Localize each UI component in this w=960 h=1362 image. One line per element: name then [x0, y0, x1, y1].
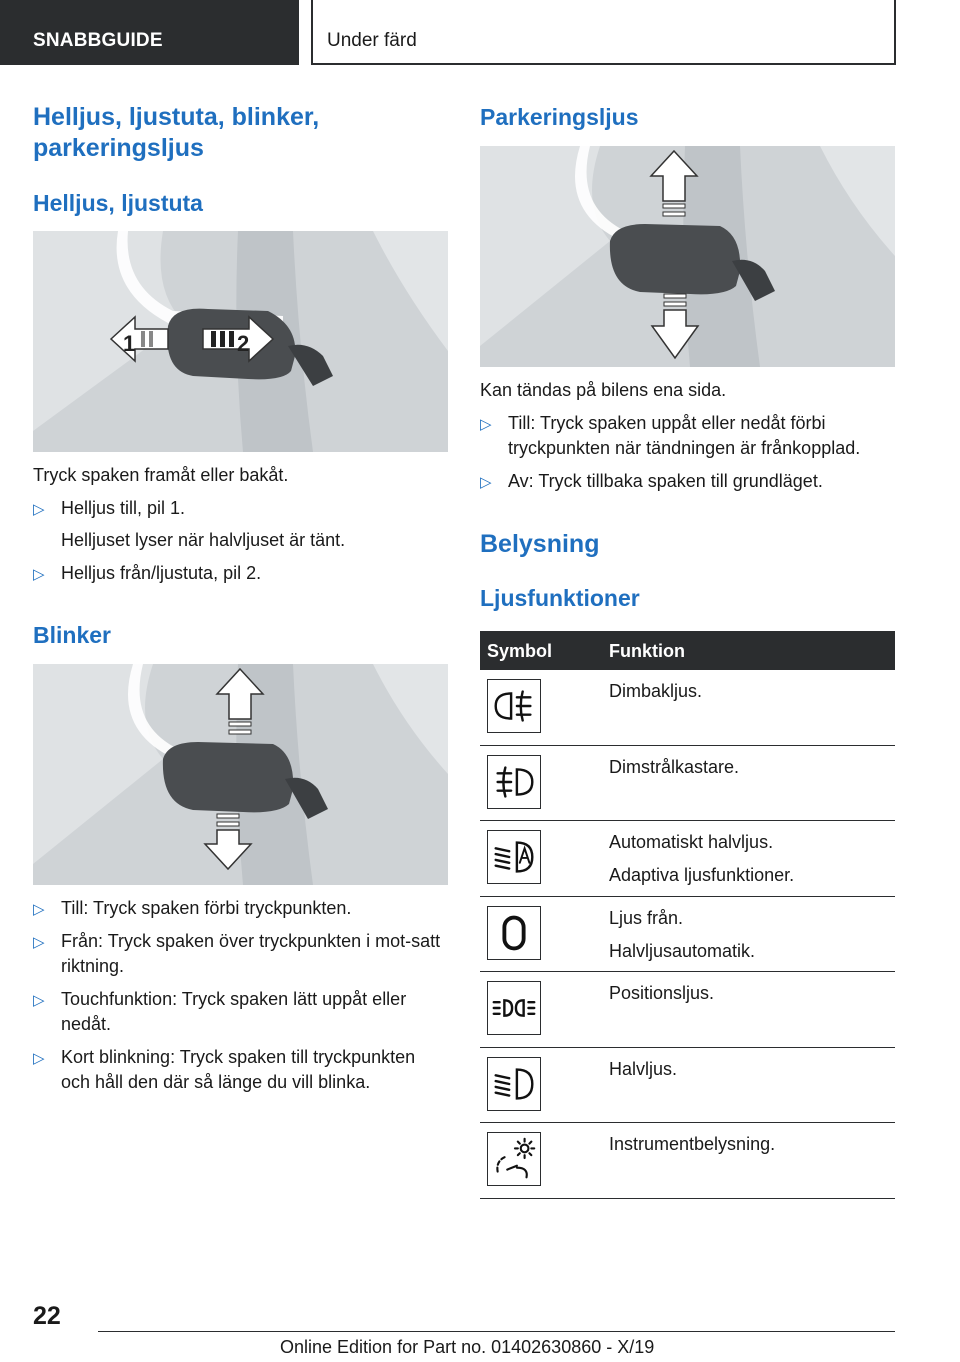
list-item: ▷ Kort blinkning: Tryck spaken till tryckpunkten och håll den där så länge du vill blinka.	[33, 1047, 416, 1092]
lights-off-icon	[487, 906, 541, 960]
highbeam-list	[33, 496, 448, 594]
edition-note: Online Edition for Part no. 01402630860 - X/19	[280, 1337, 655, 1357]
list-item: ▷ Helljus från/ljustuta, pil 2.	[33, 563, 262, 583]
footer-divider	[98, 1331, 895, 1332]
blinker-heading: Blinker	[33, 622, 111, 648]
table-row	[480, 821, 895, 897]
highbeam-intro: Tryck spaken framåt eller bakåt.	[33, 465, 289, 485]
function-text: Automatiskt halvljus. Adaptiva ljusfunktioner.	[609, 832, 795, 885]
blinker-list	[33, 896, 448, 1103]
parking-intro: Kan tändas på bilens ena sida.	[480, 380, 727, 400]
table-row	[480, 897, 895, 973]
table-row	[480, 972, 895, 1048]
arrow-1-label: 1	[123, 331, 136, 356]
parking-list	[480, 411, 895, 502]
list-item: ▷ Av: Tryck tillbaka spaken till grundläget.	[480, 471, 823, 491]
highbeam-heading: Helljus, ljustuta	[33, 190, 203, 216]
function-text: Dimbakljus.	[609, 681, 703, 701]
list-item: ▷ Från: Tryck spaken över tryckpunkten i mot-satt riktning.	[33, 931, 441, 976]
front-fog-light-icon	[487, 755, 541, 809]
parking-lever-illustration	[480, 146, 895, 367]
lighting-heading: Belysning	[480, 530, 600, 558]
table-row	[480, 670, 895, 746]
blinker-lever-illustration	[33, 664, 448, 885]
list-item: ▷ Helljus till, pil 1. Helljuset lyser när halvljuset är tänt.	[33, 498, 346, 550]
low-beam-icon	[487, 1057, 541, 1111]
chapter-label: Under färd	[327, 30, 417, 51]
auto-low-beam-icon	[487, 830, 541, 884]
chapter-tab	[311, 0, 896, 65]
function-text: Ljus från. Halvljusautomatik.	[609, 907, 756, 961]
column-header-function: Funktion	[609, 641, 685, 661]
parking-heading: Parkeringsljus	[480, 104, 639, 130]
rear-fog-light-icon	[487, 679, 541, 733]
list-item: ▷ Till: Tryck spaken uppåt eller nedåt förbi tryckpunkten när tändningen är frånkopplad.	[480, 413, 861, 458]
light-functions-table	[480, 631, 895, 1199]
table-row	[480, 1048, 895, 1124]
light-functions-heading: Ljusfunktioner	[480, 585, 640, 611]
position-light-icon	[487, 981, 541, 1035]
function-text: Halvljus.	[609, 1058, 678, 1079]
list-item: ▷ Touchfunktion: Tryck spaken lätt uppåt eller nedåt.	[33, 989, 407, 1034]
list-item: ▷ Till: Tryck spaken förbi tryckpunkten.	[33, 898, 352, 918]
function-text: Positionsljus.	[609, 983, 715, 1003]
section-tab	[0, 0, 299, 65]
highbeam-lever-illustration	[33, 231, 448, 452]
table-row	[480, 1123, 895, 1199]
function-text: Instrumentbelysning.	[609, 1134, 776, 1154]
table-header	[480, 631, 895, 670]
table-row	[480, 746, 895, 822]
instrument-lighting-icon	[487, 1132, 541, 1186]
arrow-2-label: 2	[237, 331, 250, 356]
function-text: Dimstrålkastare.	[609, 756, 740, 777]
page-title: Helljus, ljustuta, blinker, parkeringsljus	[33, 103, 320, 163]
page-number: 22	[33, 1302, 61, 1330]
column-header-symbol: Symbol	[487, 641, 553, 661]
section-label: SNABBGUIDE	[33, 30, 163, 51]
